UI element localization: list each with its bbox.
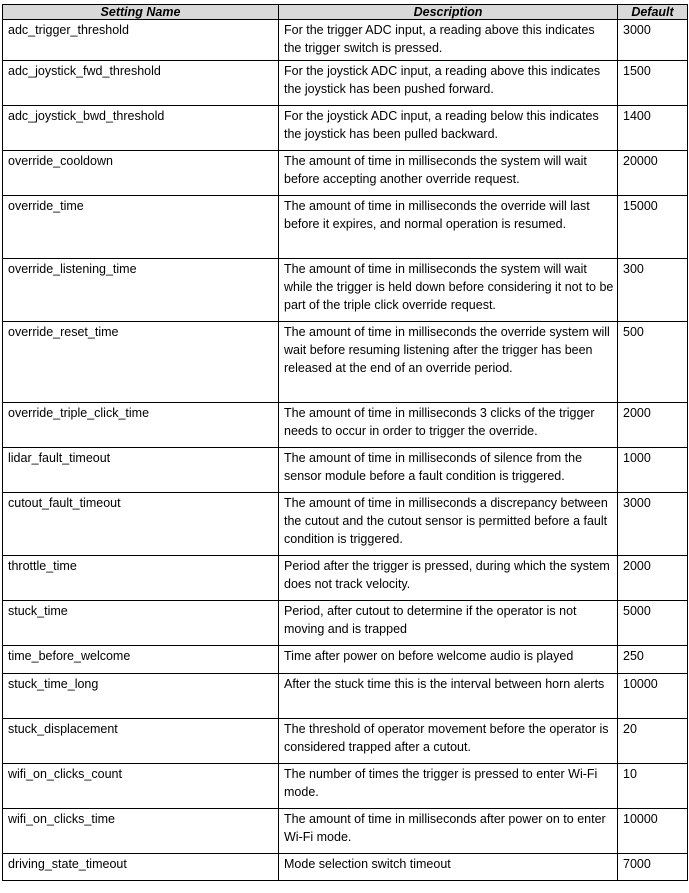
table-row <box>3 106 688 151</box>
description-cell: For the joystick ADC input, a reading below this indicates the joystick has been pulled backward. <box>279 106 618 151</box>
header-description: Description <box>279 5 618 20</box>
default-value-cell: 1400 <box>618 106 688 151</box>
table-row <box>3 20 688 61</box>
description-cell: The amount of time in milliseconds the system will wait while the trigger is held down before considering it not to be part of the triple click override request. <box>279 259 618 322</box>
table-row <box>3 493 688 556</box>
table-row <box>3 601 688 646</box>
default-value-cell: 500 <box>618 322 688 403</box>
default-value-cell: 1000 <box>618 448 688 493</box>
default-value-cell: 2000 <box>618 556 688 601</box>
description-cell: The amount of time in milliseconds the override will last before it expires, and normal operation is resumed. <box>279 196 618 259</box>
table-row <box>3 809 688 854</box>
description-cell: Mode selection switch timeout <box>279 854 618 881</box>
table-row <box>3 556 688 601</box>
setting-name-cell: stuck_time_long <box>3 674 279 719</box>
setting-name-cell: adc_joystick_fwd_threshold <box>3 61 279 106</box>
table-row <box>3 764 688 809</box>
default-value-cell: 3000 <box>618 493 688 556</box>
description-cell: Time after power on before welcome audio is played <box>279 646 618 674</box>
setting-name-cell: override_time <box>3 196 279 259</box>
default-value-cell: 15000 <box>618 196 688 259</box>
default-value-cell: 20000 <box>618 151 688 196</box>
table-row <box>3 196 688 259</box>
setting-name-cell: driving_state_timeout <box>3 854 279 881</box>
description-cell: The amount of time in milliseconds the system will wait before accepting another override request. <box>279 151 618 196</box>
table-body <box>3 20 688 881</box>
setting-name-cell: override_triple_click_time <box>3 403 279 448</box>
description-cell: The amount of time in milliseconds after power on to enter Wi-Fi mode. <box>279 809 618 854</box>
setting-name-cell: wifi_on_clicks_count <box>3 764 279 809</box>
header-row <box>3 5 688 20</box>
default-value-cell: 20 <box>618 719 688 764</box>
setting-name-cell: throttle_time <box>3 556 279 601</box>
setting-name-cell: cutout_fault_timeout <box>3 493 279 556</box>
description-cell: After the stuck time this is the interval between horn alerts <box>279 674 618 719</box>
settings-table <box>2 4 688 881</box>
table-row <box>3 61 688 106</box>
default-value-cell: 10000 <box>618 674 688 719</box>
default-value-cell: 2000 <box>618 403 688 448</box>
description-cell: The threshold of operator movement before the operator is considered trapped after a cutout. <box>279 719 618 764</box>
header-setting-name: Setting Name <box>3 5 279 20</box>
table-row <box>3 151 688 196</box>
setting-name-cell: override_cooldown <box>3 151 279 196</box>
table-row <box>3 646 688 674</box>
table-row <box>3 403 688 448</box>
setting-name-cell: adc_joystick_bwd_threshold <box>3 106 279 151</box>
default-value-cell: 7000 <box>618 854 688 881</box>
description-cell: The number of times the trigger is pressed to enter Wi-Fi mode. <box>279 764 618 809</box>
default-value-cell: 10 <box>618 764 688 809</box>
default-value-cell: 3000 <box>618 20 688 61</box>
description-cell: For the trigger ADC input, a reading above this indicates the trigger switch is pressed. <box>279 20 618 61</box>
table-row <box>3 854 688 881</box>
table-row <box>3 448 688 493</box>
description-cell: The amount of time in milliseconds of silence from the sensor module before a fault condition is triggered. <box>279 448 618 493</box>
setting-name-cell: lidar_fault_timeout <box>3 448 279 493</box>
description-cell: For the joystick ADC input, a reading above this indicates the joystick has been pushed forward. <box>279 61 618 106</box>
description-cell: The amount of time in milliseconds a discrepancy between the cutout and the cutout sensor is permitted before a fault condition is triggered. <box>279 493 618 556</box>
description-cell: The amount of time in milliseconds 3 clicks of the trigger needs to occur in order to trigger the override. <box>279 403 618 448</box>
description-cell: Period after the trigger is pressed, during which the system does not track velocity. <box>279 556 618 601</box>
header-default: Default <box>618 5 688 20</box>
description-cell: The amount of time in milliseconds the override system will wait before resuming listening after the trigger has been released at the end of an override period. <box>279 322 618 403</box>
table-row <box>3 322 688 403</box>
description-cell: Period, after cutout to determine if the operator is not moving and is trapped <box>279 601 618 646</box>
setting-name-cell: time_before_welcome <box>3 646 279 674</box>
setting-name-cell: adc_trigger_threshold <box>3 20 279 61</box>
table-row <box>3 719 688 764</box>
table-row <box>3 674 688 719</box>
setting-name-cell: stuck_time <box>3 601 279 646</box>
setting-name-cell: wifi_on_clicks_time <box>3 809 279 854</box>
setting-name-cell: override_listening_time <box>3 259 279 322</box>
table-header <box>3 5 688 20</box>
table-row <box>3 259 688 322</box>
default-value-cell: 300 <box>618 259 688 322</box>
setting-name-cell: override_reset_time <box>3 322 279 403</box>
default-value-cell: 5000 <box>618 601 688 646</box>
default-value-cell: 250 <box>618 646 688 674</box>
default-value-cell: 10000 <box>618 809 688 854</box>
setting-name-cell: stuck_displacement <box>3 719 279 764</box>
default-value-cell: 1500 <box>618 61 688 106</box>
